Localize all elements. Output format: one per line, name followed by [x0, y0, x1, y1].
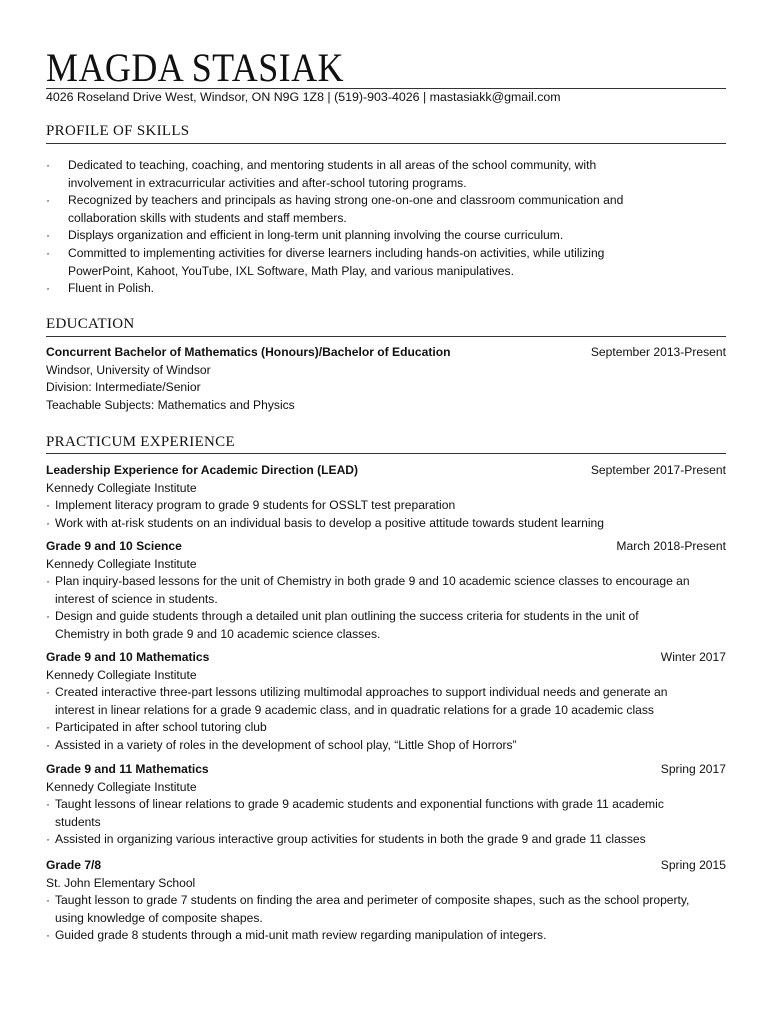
bullet-icon: · [46, 228, 51, 243]
entry-bullet [46, 573, 726, 608]
bullet-icon: · [46, 574, 51, 589]
entry-title: Grade 9 and 10 Mathematics [46, 650, 210, 664]
entry-school: Kennedy Collegiate Institute [46, 667, 197, 682]
bullet-icon: · [46, 193, 51, 208]
skill-text: PowerPoint, Kahoot, YouTube, IXL Software, Math Play, and various manipulatives. [68, 263, 514, 278]
entry-date: March 2018-Present [616, 539, 726, 553]
skill-text: Displays organization and efficient in long-term unit planning involving the course curriculum. [68, 228, 564, 243]
entry-title: Grade 9 and 10 Science [46, 539, 182, 553]
bullet-icon: · [46, 609, 51, 624]
entry-title: Grade 7/8 [46, 858, 102, 872]
bullet-text: Created interactive three-part lessons utilizing multimodal approaches to support individual needs and generate an [55, 685, 668, 700]
practicum-divider [46, 453, 726, 454]
skill-item [46, 192, 686, 227]
skill-item [46, 227, 686, 245]
skill-item [46, 245, 686, 280]
entry-header [46, 761, 726, 779]
bullet-text: Work with at-risk students on an individual basis to develop a positive attitude towards student learning [55, 515, 605, 530]
entry-title: Leadership Experience for Academic Direction (LEAD) [46, 463, 359, 477]
entry-header [46, 462, 726, 480]
skill-text: involvement in extracurricular activities and after-school tutoring programs. [68, 175, 467, 190]
experience-entry [46, 538, 726, 644]
entry-title: Grade 9 and 11 Mathematics [46, 762, 209, 776]
section-title-education: EDUCATION [46, 316, 135, 332]
bullet-text: Taught lesson to grade 7 students on finding the area and perimeter of composite shapes, such as the school property, [55, 893, 690, 908]
entry-bullet [46, 515, 726, 533]
bullet-icon: · [46, 893, 51, 908]
entry-bullet [46, 719, 726, 737]
entry-date: September 2017-Present [590, 463, 726, 477]
entry-school: Kennedy Collegiate Institute [46, 556, 197, 571]
bullet-text: Assisted in organizing various interactive group activities for students in both the grade 9 and grade 11 classes [55, 832, 646, 847]
bullet-icon: · [46, 737, 51, 752]
skill-text: collaboration skills with students and staff members. [68, 210, 347, 225]
entry-school: St. John Elementary School [46, 875, 196, 890]
skills-list [46, 157, 686, 298]
bullet-icon: · [46, 797, 51, 812]
profile-divider [46, 143, 726, 144]
bullet-text: interest of science in students. [55, 591, 218, 606]
entry-header [46, 649, 726, 667]
bullet-icon: · [46, 245, 51, 260]
candidate-name: MAGDA STASIAK [46, 45, 344, 90]
entry-bullet [46, 831, 726, 849]
skill-text: Fluent in Polish. [68, 281, 155, 296]
section-title-profile: PROFILE OF SKILLS [46, 123, 190, 139]
skill-item [46, 280, 686, 298]
bullet-text: Taught lessons of linear relations to grade 9 academic students and exponential functions with grade 11 academic [55, 797, 664, 812]
entry-date: Spring 2017 [660, 762, 726, 776]
education-entry [46, 344, 726, 414]
experience-entry [46, 649, 726, 755]
bullet-icon: · [46, 498, 51, 513]
bullet-icon: · [46, 720, 51, 735]
bullet-icon: · [46, 832, 51, 847]
entry-bullet [46, 892, 726, 927]
contact-info: 4026 Roseland Drive West, Windsor, ON N9G 1Z8 | (519)-903-4026 | mastasiakk@gmail.com [46, 90, 561, 104]
entry-header [46, 344, 726, 362]
bullet-text: using knowledge of composite shapes. [55, 910, 263, 925]
skill-text: Dedicated to teaching, coaching, and mentoring students in all areas of the school community, with [68, 158, 597, 172]
bullet-text: Design and guide students through a detailed unit plan outlining the success criteria for students in the unit of [55, 609, 639, 624]
skill-item [46, 157, 686, 192]
education-line: Division: Intermediate/Senior [46, 380, 201, 395]
entry-bullet [46, 497, 726, 515]
section-title-practicum: PRACTICUM EXPERIENCE [46, 434, 235, 450]
experience-entry [46, 761, 726, 849]
bullet-icon: · [46, 515, 51, 530]
entry-school: Kennedy Collegiate Institute [46, 779, 197, 794]
education-line: Teachable Subjects: Mathematics and Physics [46, 397, 295, 412]
bullet-text: Implement literacy program to grade 9 students for OSSLT test preparation [55, 498, 456, 513]
entry-date: Spring 2015 [660, 858, 726, 872]
entry-date: September 2013-Present [590, 345, 726, 359]
entry-bullet [46, 684, 726, 719]
bullet-text: Plan inquiry-based lessons for the unit of Chemistry in both grade 9 and 10 academic science classes to encourage an [55, 574, 690, 589]
entry-school: Kennedy Collegiate Institute [46, 480, 197, 495]
bullet-text: Assisted in a variety of roles in the development of school play, “Little Shop of Horrors” [55, 737, 517, 752]
entry-date: Winter 2017 [660, 650, 726, 664]
experience-entry [46, 462, 726, 532]
entry-bullet [46, 927, 726, 945]
bullet-text: interest in linear relations for a grade 9 academic class, and in quadratic relations for a grade 10 academic class [55, 702, 654, 717]
bullet-icon: · [46, 158, 51, 172]
entry-bullet [46, 796, 726, 831]
experience-entry [46, 857, 726, 945]
degree-title: Concurrent Bachelor of Mathematics (Honours)/Bachelor of Education [46, 345, 451, 359]
skill-text: Committed to implementing activities for diverse learners including hands-on activities, while utilizing [68, 245, 605, 260]
skill-text: Recognized by teachers and principals as having strong one-on-one and classroom communication and [68, 193, 624, 208]
entry-header [46, 538, 726, 556]
bullet-text: students [55, 814, 101, 829]
entry-bullet [46, 737, 726, 755]
bullet-text: Chemistry in both grade 9 and 10 academic science classes. [55, 626, 381, 641]
bullet-icon: · [46, 281, 51, 296]
entry-header [46, 857, 726, 875]
bullet-text: Participated in after school tutoring club [55, 720, 267, 735]
bullet-text: Guided grade 8 students through a mid-unit math review regarding manipulation of integers. [55, 928, 547, 943]
bullet-icon: · [46, 928, 51, 943]
bullet-icon: · [46, 685, 51, 700]
entry-bullet [46, 608, 726, 643]
education-divider [46, 336, 726, 337]
education-line: Windsor, University of Windsor [46, 362, 211, 377]
